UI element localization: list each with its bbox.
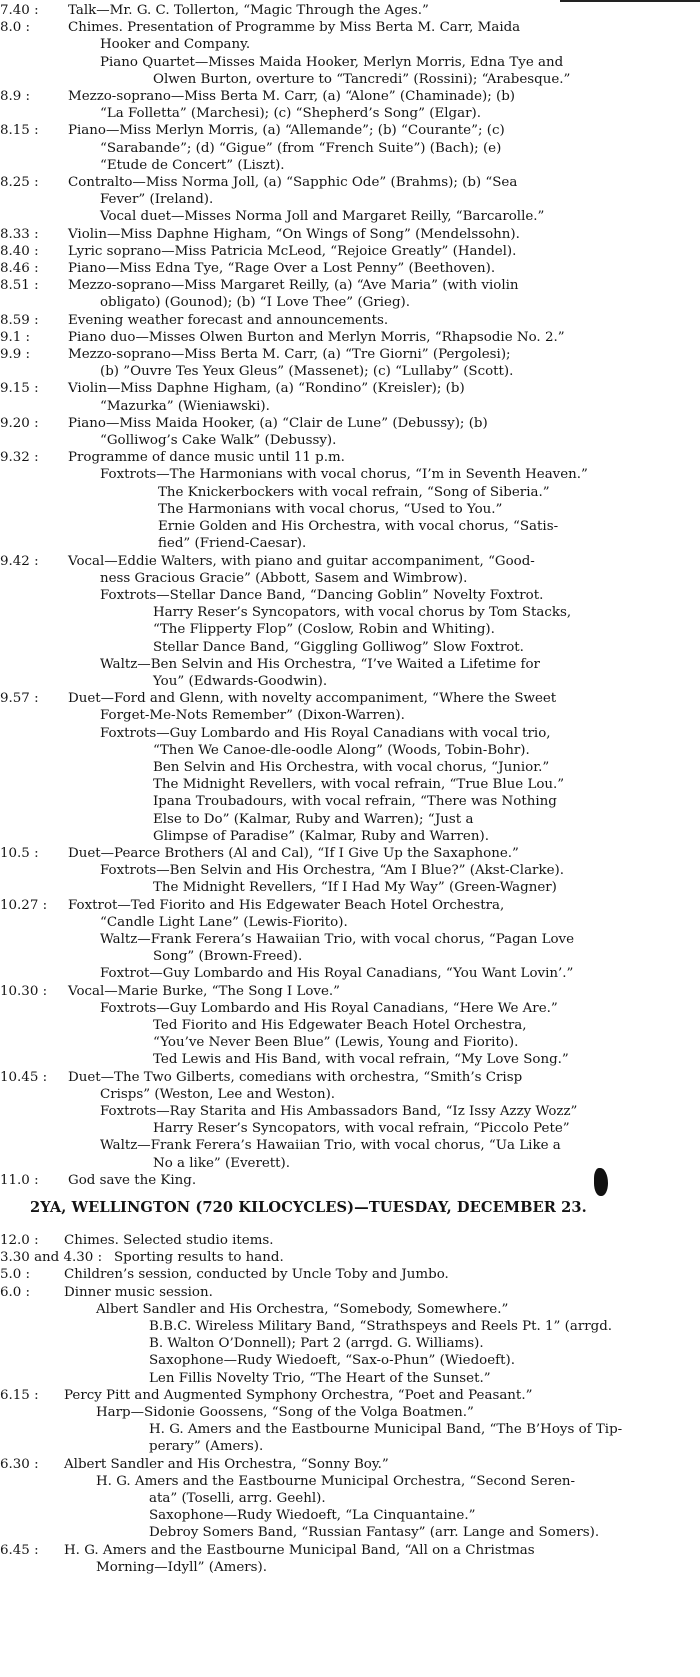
program-entry [0,329,700,346]
program-entry [0,466,700,483]
entry-line: ata” (Toselli, arrg. Geehl). [149,1491,326,1507]
entry-time: 7.40 : [0,3,39,18]
entry-line: Ipana Troubadours, with vocal refrain, “There was Nothing [153,794,557,810]
entry-time: 8.59 : [0,312,39,328]
entry-line: Dinner music session. [64,1284,213,1300]
entry-time: 10.5 : [0,845,39,861]
program-entry [0,845,700,862]
entry-line: fied” (Friend-Caesar). [158,536,307,552]
program-entry [0,1542,700,1576]
entry-time: 8.51 : [0,278,39,294]
entry-time: 8.25 : [0,175,39,191]
entry-line: Foxtrot—Guy Lombardo and His Royal Canadians, “You Want Lovin’.” [100,966,574,982]
program-entry [0,1387,700,1404]
entry-line: Duet—The Two Gilberts, comedians with orchestra, “Smith’s Crisp [68,1069,523,1085]
program-entry [0,312,700,329]
entry-line: Foxtrots—Ben Selvin and His Orchestra, “Am I Blue?” (Akst-Clarke). [100,863,564,879]
program-entry [0,243,700,260]
entry-line: Percy Pitt and Augmented Symphony Orchestra, “Poet and Peasant.” [64,1387,533,1403]
program-entry [0,226,700,243]
entry-line: B.B.C. Wireless Military Band, “Strathspeys and Reels Pt. 1” (arrgd. [149,1319,613,1335]
entry-line: B. Walton O’Donnell); Part 2 (arrgd. G. Williams). [149,1336,484,1352]
program-entry [0,19,700,53]
entry-line: “Mazurka” (Wieniawski). [100,398,270,414]
entry-time: 6.30 : [0,1456,39,1472]
entry-line: obligato) (Gounod); (b) “I Love Thee” (Grieg). [100,295,410,311]
entry-line: Chimes. Presentation of Programme by Miss Berta M. Carr, Maida [68,20,521,36]
entry-line: “Sarabande”; (d) “Gigue” (from “French Suite”) (Bach); (e) [100,140,502,156]
entry-line: Hooker and Company. [100,37,251,53]
entry-line: The Harmonians with vocal chorus, “Used to You.” [158,501,503,517]
entry-line: Violin—Miss Daphne Higham, “On Wings of Song” (Mendelssohn). [68,226,520,242]
entry-line: Harry Reser’s Syncopators, with vocal chorus by Tom Stacks, [153,605,572,621]
entry-time: 8.46 : [0,261,39,277]
entry-line: Violin—Miss Daphne Higham, (a) “Rondino” (Kreisler); (b) [68,381,465,397]
program-entry [0,587,700,604]
entry-line: Foxtrots—Ray Starita and His Ambassadors Band, “Iz Issy Azzy Wozz” [100,1104,578,1119]
program-entry [0,54,700,88]
entry-time: 5.0 : [0,1267,31,1283]
program-entry [0,965,700,982]
program-entry [0,1284,700,1301]
entry-time: 9.32 : [0,450,39,466]
program-entry [0,1137,700,1171]
entry-time: 8.33 : [0,226,39,242]
program-entry [0,983,700,1000]
entry-line: Foxtrots—Stellar Dance Band, “Dancing Goblin” Novelty Foxtrot. [100,587,544,603]
entry-time: 8.40 : [0,243,39,259]
program-entry [0,415,700,449]
entry-line: Duet—Pearce Brothers (Al and Cal), “If I Give Up the Saxaphone.” [68,845,519,861]
entry-line: Children’s session, conducted by Uncle Toby and Jumbo. [64,1267,449,1283]
entry-line: Sporting results to hand. [114,1250,284,1266]
station-heading: 2YA, WELLINGTON (720 KILOCYCLES)—TUESDAY, DECEMBER 23. [30,1199,587,1216]
entry-line: The Knickerbockers with vocal refrain, “Song of Siberia.” [158,484,550,500]
evening-programme-section [0,2,700,1189]
entry-time: 3.30 and 4.30 : [0,1250,103,1266]
entry-line: Albert Sandler and His Orchestra, “Somebody, Somewhere.” [96,1301,509,1317]
program-entry [0,1249,700,1266]
program-entry [0,484,700,553]
program-entry [0,725,700,759]
program-entry [0,1000,700,1017]
entry-line: Piano duo—Misses Olwen Burton and Merlyn Morris, “Rhapsodie No. 2.” [68,329,565,345]
entry-line: Forget-Me-Nots Remember” (Dixon-Warren). [100,708,405,724]
entry-line: Chimes. Selected studio items. [64,1233,274,1248]
entry-line: Waltz—Ben Selvin and His Orchestra, “I’ve Waited a Lifetime for [100,656,540,672]
entry-line: Foxtrot—Ted Fiorito and His Edgewater Beach Hotel Orchestra, [68,897,505,913]
entry-line: Contralto—Miss Norma Joll, (a) “Sapphic Ode” (Brahms); (b) “Sea [68,175,518,191]
entry-line: Olwen Burton, overture to “Tancredi” (Rossini); “Arabesque.” [153,71,571,87]
entry-line: Harry Reser’s Syncopators, with vocal refrain, “Piccolo Pete” [153,1121,570,1137]
program-entry [0,553,700,587]
entry-line: Ben Selvin and His Orchestra, with vocal chorus, “Junior.” [153,759,550,775]
entry-line: H. G. Amers and the Eastbourne Municipal Orchestra, “Second Seren- [96,1473,576,1489]
program-entry [0,1301,700,1387]
entry-time: 11.0 : [0,1172,39,1188]
program-entry [0,759,700,845]
entry-line: Crisps” (Weston, Lee and Weston). [100,1086,336,1102]
program-entry [0,1456,700,1473]
entry-line: Lyric soprano—Miss Patricia McLeod, “Rejoice Greatly” (Handel). [68,243,517,259]
entry-time: 10.45 : [0,1069,48,1085]
entry-time: 6.15 : [0,1387,39,1403]
entry-line: (b) ”Ouvre Tes Yeux Gleus” (Massenet); (c) “Lullaby” (Scott). [100,364,514,380]
entry-line: Waltz—Frank Ferera’s Hawaiian Trio, with vocal chorus, “Pagan Love [100,931,575,947]
program-entry [0,88,700,122]
entry-line: Fever” (Ireland). [100,192,214,208]
entry-line: The Midnight Revellers, “If I Had My Way” (Green-Wagner) [153,880,557,896]
ink-blot [594,1168,608,1196]
entry-line: Foxtrots—Guy Lombardo and His Royal Canadians, “Here We Are.” [100,1000,558,1016]
program-entry [0,380,700,414]
entry-time: 8.15 : [0,123,39,139]
program-entry [0,174,700,208]
program-entry [0,277,700,311]
program-entry [0,604,700,656]
program-entry [0,862,700,896]
entry-line: Harp—Sidonie Goossens, “Song of the Volga Boatmen.” [96,1405,474,1421]
entry-line: ness Gracious Gracie” (Abbott, Sasem and Wimbrow). [100,570,468,586]
wellington-programme-section [0,1232,700,1576]
entry-line: “Golliwog’s Cake Walk” (Debussy). [100,433,337,449]
program-entry [0,897,700,931]
entry-time: 6.45 : [0,1542,39,1558]
entry-line: Mezzo-soprano—Miss Berta M. Carr, (a) “Alone” (Chaminade); (b) [68,89,516,105]
program-entry [0,346,700,380]
entry-line: H. G. Amers and the Eastbourne Municipal Band, “All on a Christmas [64,1542,535,1558]
entry-time: 10.30 : [0,983,48,999]
entry-line: Mezzo-soprano—Miss Margaret Reilly, (a) “Ave Maria” (with violin [68,278,519,294]
program-entry [0,1069,700,1103]
entry-line: “La Folletta” (Marchesi); (c) “Shepherd’s Song” (Elgar). [100,106,481,122]
entry-line: The Midnight Revellers, with vocal refrain, “True Blue Lou.” [153,777,565,793]
entry-time: 9.20 : [0,415,39,431]
entry-line: Evening weather forecast and announcements. [68,312,389,328]
entry-line: Morning—Idyll” (Amers). [96,1559,268,1575]
entry-line: Ernie Golden and His Orchestra, with vocal chorus, “Satis- [158,519,559,535]
entry-line: Saxophone—Rudy Wiedoeft, “La Cinquantaine.” [149,1508,476,1524]
entry-time: 6.0 : [0,1284,31,1300]
entry-line: You” (Edwards-Goodwin). [153,673,328,689]
entry-line: Foxtrots—The Harmonians with vocal chorus, “I’m in Seventh Heaven.” [100,467,588,483]
entry-line: Ted Fiorito and His Edgewater Beach Hotel Orchestra, [153,1017,527,1033]
entry-line: “Then We Canoe-dle-oodle Along” (Woods, Tobin-Bohr). [153,742,530,758]
entry-line: Ted Lewis and His Band, with vocal refrain, “My Love Song.” [153,1052,569,1068]
entry-line: H. G. Amers and the Eastbourne Municipal Band, “The B’Hoys of Tip- [149,1422,623,1438]
entry-line: Vocal duet—Misses Norma Joll and Margaret Reilly, “Barcarolle.” [100,209,545,225]
program-entry [0,1232,700,1249]
entry-line: Piano—Miss Maida Hooker, (a) “Clair de Lune” (Debussy); (b) [68,415,488,431]
entry-line: Duet—Ford and Glenn, with novelty accompaniment, “Where the Sweet [68,691,557,707]
entry-line: Vocal—Eddie Walters, with piano and guitar accompaniment, “Good- [68,553,535,569]
entry-line: Debroy Somers Band, “Russian Fantasy” (arr. Lange and Somers). [149,1525,600,1541]
entry-line: No a like” (Everett). [153,1155,291,1171]
program-entry [0,1473,700,1542]
entry-line: Song” (Brown-Freed). [153,949,303,965]
entry-time: 9.15 : [0,381,39,397]
entry-line: Mezzo-soprano—Miss Berta M. Carr, (a) “Tre Giorni” (Pergolesi); [68,347,511,363]
program-entry [0,260,700,277]
entry-line: “Candle Light Lane” (Lewis-Fiorito). [100,914,348,930]
program-entry [0,208,700,225]
entry-time: 8.0 : [0,20,31,36]
entry-line: “Etude de Concert” (Liszt). [100,157,285,173]
program-entry [0,690,700,724]
entry-time: 9.9 : [0,347,31,363]
entry-time: 9.57 : [0,691,39,707]
program-entry [0,1404,700,1456]
program-entry [0,1266,700,1283]
entry-line: Piano—Miss Merlyn Morris, (a) “Allemande”; (b) “Courante”; (c) [68,123,505,139]
program-entry [0,1017,700,1069]
entry-line: Waltz—Frank Ferera’s Hawaiian Trio, with vocal chorus, “Ua Like a [100,1138,561,1154]
entry-time: 12.0 : [0,1233,39,1248]
entry-time: 8.9 : [0,89,31,105]
entry-line: Len Fillis Novelty Trio, “The Heart of the Sunset.” [149,1370,491,1386]
entry-line: God save the King. [68,1172,197,1188]
entry-line: Saxophone—Rudy Wiedoeft, “Sax-o-Phun” (Wiedoeft). [149,1353,515,1369]
entry-line: perary” (Amers). [149,1439,264,1455]
program-entry [0,931,700,965]
entry-line: Programme of dance music until 11 p.m. [68,450,345,466]
entry-line: Piano Quartet—Misses Maida Hooker, Merlyn Morris, Edna Tye and [100,54,564,70]
entry-line: Stellar Dance Band, “Giggling Golliwog” Slow Foxtrot. [153,639,524,655]
entry-time: 10.27 : [0,897,48,913]
entry-time: 9.42 : [0,553,39,569]
entry-line: Vocal—Marie Burke, “The Song I Love.” [68,983,340,999]
program-entry [0,122,700,174]
program-entry [0,449,700,466]
entry-line: “You’ve Never Been Blue” (Lewis, Young and Fiorito). [153,1035,519,1051]
entry-line: Foxtrots—Guy Lombardo and His Royal Canadians with vocal trio, [100,725,551,741]
entry-line: Albert Sandler and His Orchestra, “Sonny Boy.” [64,1456,389,1472]
program-entry [0,1103,700,1137]
entry-line: Else to Do” (Kalmar, Ruby and Warren); “Just a [153,811,474,827]
program-entry [0,656,700,690]
entry-line: Talk—Mr. G. C. Tollerton, “Magic Through the Ages.” [68,3,429,18]
program-entry [0,2,700,19]
entry-time: 9.1 : [0,329,31,345]
entry-line: Glimpse of Paradise” (Kalmar, Ruby and Warren). [153,828,489,844]
entry-line: Piano—Miss Edna Tye, “Rage Over a Lost Penny” (Beethoven). [68,261,496,277]
entry-line: “The Flipperty Flop” (Coslow, Robin and Whiting). [153,622,495,638]
